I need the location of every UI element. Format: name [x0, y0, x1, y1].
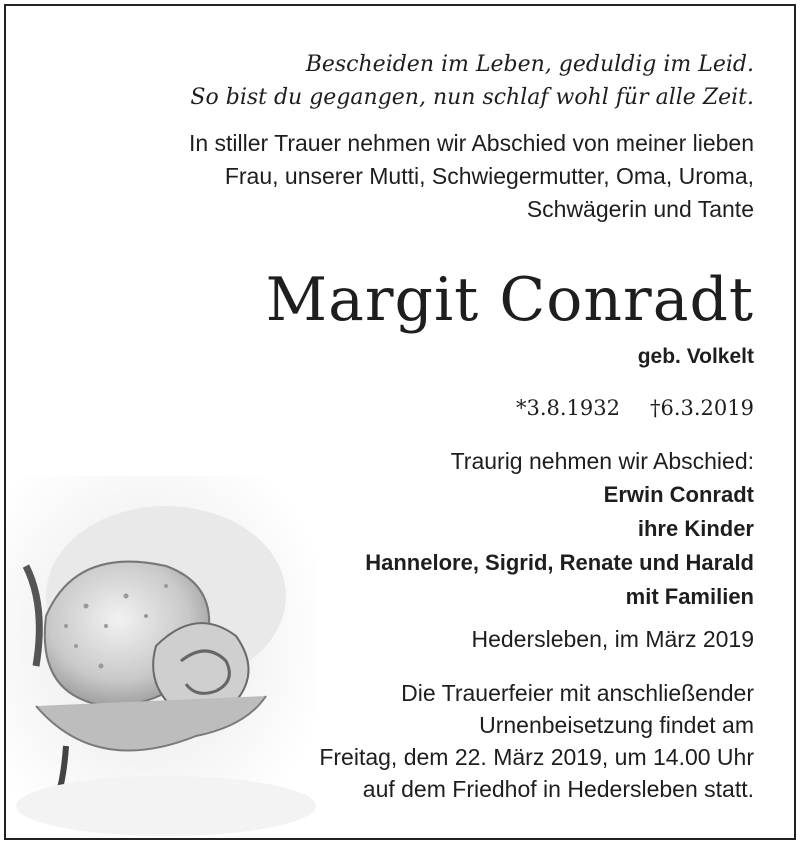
mourner-3: Hannelore, Sigrid, Renate und Harald — [365, 550, 754, 575]
mourner-4: mit Familien — [625, 584, 754, 609]
birth-name: geb. Volkelt — [637, 345, 754, 368]
death-date: †6.3.2019 — [649, 396, 754, 420]
service-info — [319, 677, 754, 805]
verse-line-1: Bescheiden im Leben, geduldig im Leid. — [305, 52, 754, 77]
mourners-list — [365, 478, 754, 614]
deceased-name: Margit Conradt — [265, 265, 754, 335]
service-line-1: Die Trauerfeier mit anschließender — [401, 680, 754, 706]
verse-line-2: So bist du gegangen, nun schlaf wohl für alle Zeit. — [190, 85, 754, 110]
mourner-1: Erwin Conradt — [603, 482, 754, 507]
life-dates — [486, 396, 754, 420]
intro-line-3: Schwägerin und Tante — [526, 196, 754, 222]
rose-illustration — [6, 476, 316, 838]
intro-line-2: Frau, unserer Mutti, Schwiegermutter, Oma, Uroma, — [224, 163, 754, 189]
service-line-4: auf dem Friedhof in Hedersleben statt. — [362, 776, 754, 802]
intro-text — [189, 127, 754, 226]
service-line-2: Urnenbeisetzung findet am — [479, 712, 754, 738]
obituary-notice — [4, 4, 796, 840]
service-line-3: Freitag, dem 22. März 2019, um 14.00 Uhr — [319, 744, 754, 770]
place-date: Hedersleben, im März 2019 — [471, 626, 754, 652]
mourner-2: ihre Kinder — [637, 516, 754, 541]
memorial-verse — [190, 48, 754, 114]
birth-date: *3.8.1932 — [515, 396, 620, 420]
mourners-lead: Traurig nehmen wir Abschied: — [450, 448, 754, 474]
intro-line-1: In stiller Trauer nehmen wir Abschied von meiner lieben — [188, 130, 754, 156]
